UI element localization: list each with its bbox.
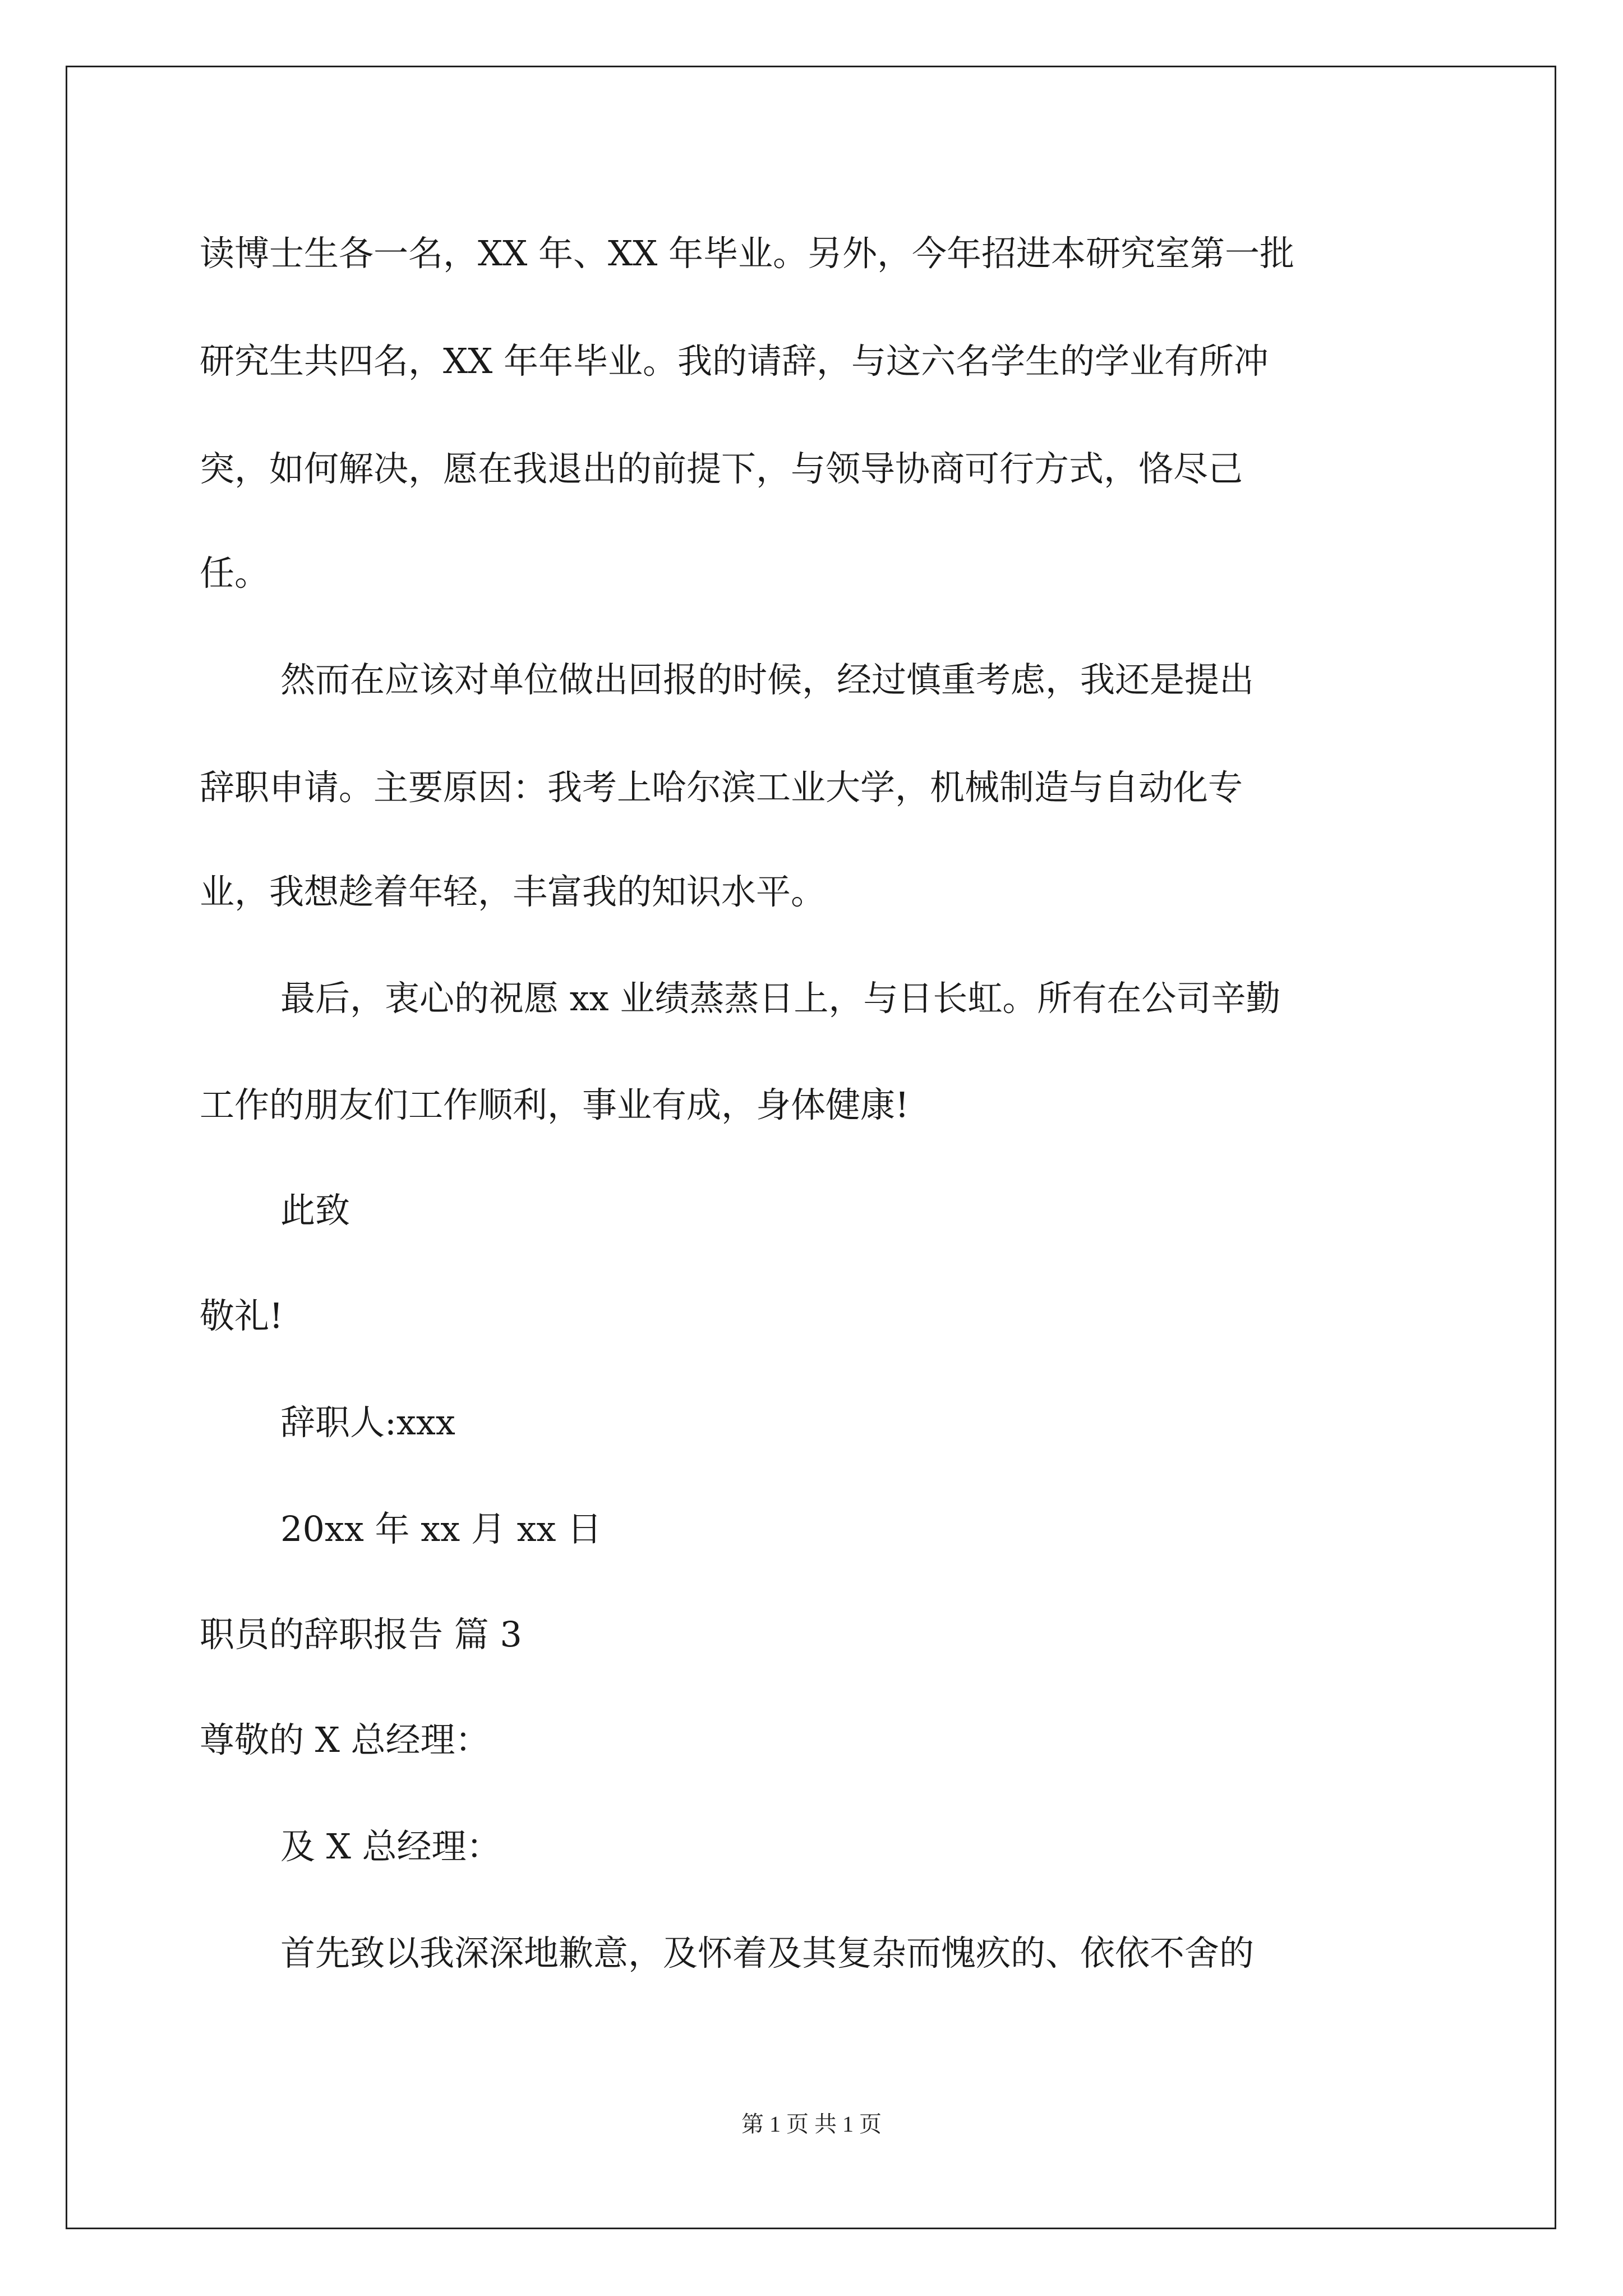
text-line: 读博士生各一名，XX 年、XX 年毕业。另外，今年招进本研究室第一批	[200, 233, 1294, 274]
section-heading: 职员的辞职报告 篇 3	[200, 1614, 522, 1655]
closing-respect: 敬礼!	[200, 1295, 283, 1336]
text-line: 工作的朋友们工作顺利，事业有成，身体健康!	[200, 1084, 909, 1125]
text-line: 研究生共四名，XX 年年毕业。我的请辞，与这六名学生的学业有所冲	[200, 341, 1269, 381]
closing-salutation: 此致	[280, 1190, 351, 1231]
paragraph-start: 然而在应该对单位做出回报的时候，经过慎重考虑，我还是提出	[280, 659, 1255, 700]
page-footer: 第 1 页 共 1 页	[741, 2111, 882, 2137]
text-line: 突，如何解决，愿在我退出的前提下，与领导协商可行方式，恪尽己	[200, 448, 1243, 489]
text-line: 辞职申请。主要原因：我考上哈尔滨工业大学，机械制造与自动化专	[200, 767, 1243, 808]
text-line: 任。	[200, 553, 270, 593]
paragraph-start: 首先致以我深深地歉意，及怀着及其复杂而愧疚的、依依不舍的	[280, 1932, 1255, 1973]
signature-date: 20xx 年 xx 月 xx 日	[280, 1508, 602, 1549]
letter-greeting: 尊敬的 X 总经理：	[200, 1719, 490, 1760]
letter-greeting-secondary: 及 X 总经理：	[280, 1826, 501, 1867]
text-line: 业，我想趁着年轻，丰富我的知识水平。	[200, 871, 826, 912]
page-border	[66, 66, 1556, 2229]
signature-name: 辞职人:xxx	[280, 1402, 455, 1443]
paragraph-start: 最后，衷心的祝愿 xx 业绩蒸蒸日上，与日长虹。所有在公司辛勤	[280, 978, 1281, 1019]
